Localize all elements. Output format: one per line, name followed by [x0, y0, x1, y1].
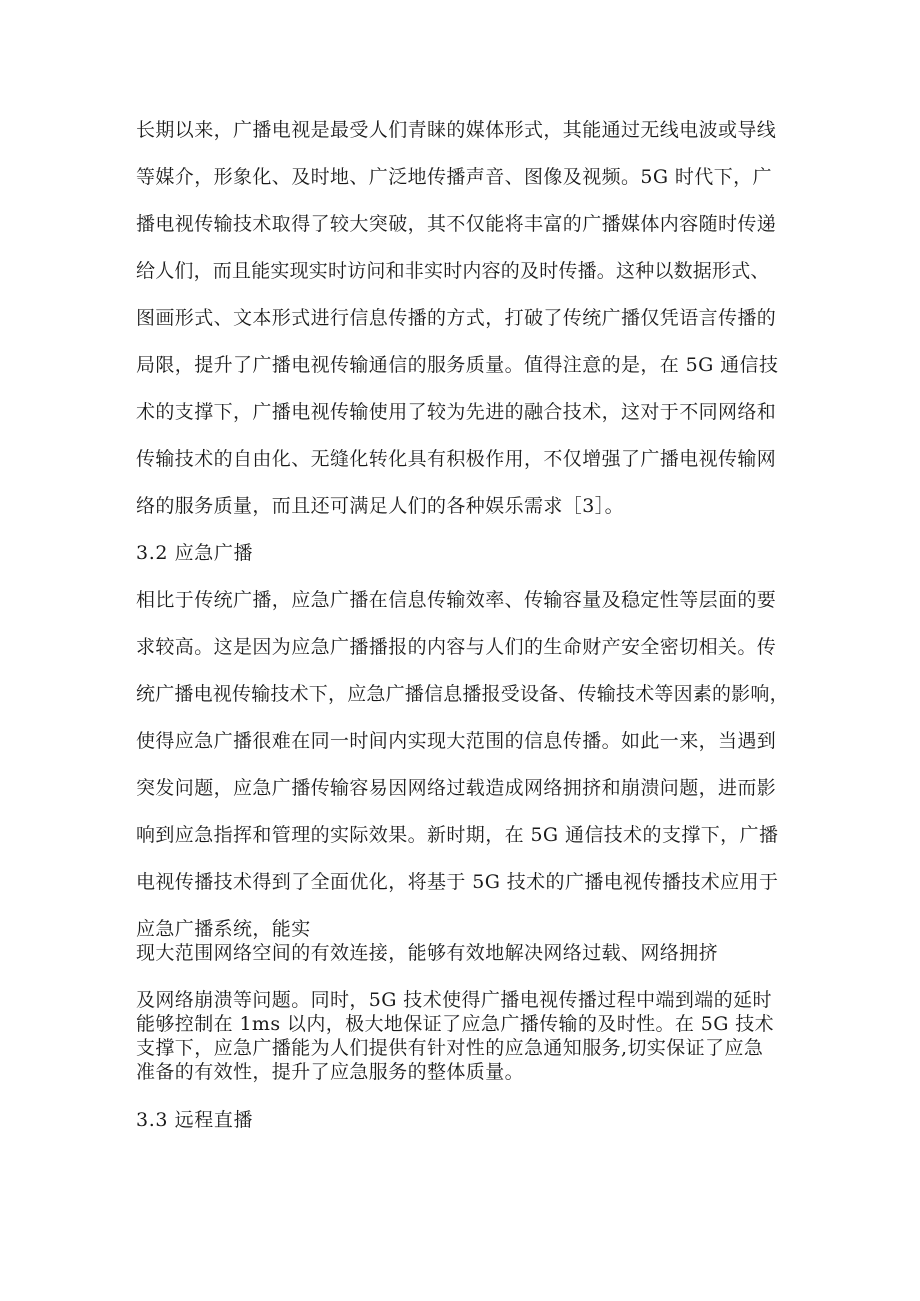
paragraph-line: 现大范围网络空间的有效连接，能够有效地解决网络过载、网络拥挤 — [136, 942, 719, 964]
paragraph-line: 长期以来，广播电视是最受人们青睐的媒体形式，其能通过无线电波或导线 — [136, 119, 777, 141]
paragraph-line: 使得应急广播很难在同一时间内实现大范围的信息传播。如此一来，当遇到 — [136, 730, 777, 752]
paragraph-line: 求较高。这是因为应急广播播报的内容与人们的生命财产安全密切相关。传 — [136, 636, 777, 658]
paragraph-line: 及网络崩溃等问题。同时，5G 技术使得广播电视传播过程中端到端的延时 — [136, 989, 772, 1011]
paragraph-line: 术的支撑下，广播电视传输使用了较为先进的融合技术，这对于不同网络和 — [136, 401, 777, 423]
paragraph-line: 准备的有效性，提升了应急服务的整体质量。 — [136, 1061, 525, 1083]
paragraph-line: 支撑下，应急广播能为人们提供有针对性的应急通知服务,切实保证了应急 — [136, 1037, 764, 1059]
paragraph-line: 给人们，而且能实现实时访问和非实时内容的及时传播。这种以数据形式、 — [136, 260, 770, 282]
section-heading-3-3: 3.3 远程直播 — [136, 1109, 254, 1131]
paragraph-line: 统广播电视传输技术下，应急广播信息播报受设备、传输技术等因素的影响， — [136, 683, 789, 705]
paragraph-line: 相比于传统广播，应急广播在信息传输效率、传输容量及稳定性等层面的要 — [136, 589, 777, 611]
paragraph-line: 传输技术的自由化、无缝化转化具有积极作用，不仅增强了广播电视传输网 — [136, 448, 777, 470]
paragraph-line: 等媒介，形象化、及时地、广泛地传播声音、图像及视频。5G 时代下，广 — [136, 166, 772, 188]
paragraph-line: 突发问题，应急广播传输容易因网络过载造成网络拥挤和崩溃问题，进而影 — [136, 777, 777, 799]
paragraph-line: 播电视传输技术取得了较大突破，其不仅能将丰富的广播媒体内容随时传递 — [136, 213, 777, 235]
paragraph-line: 电视传播技术得到了全面优化，将基于 5G 技术的广播电视传播技术应用于 — [136, 871, 779, 893]
paragraph-line: 络的服务质量，而且还可满足人们的各种娱乐需求［3］。 — [136, 495, 624, 517]
paragraph-line: 应急广播系统，能实 — [136, 918, 311, 940]
paragraph-line: 响到应急指挥和管理的实际效果。新时期，在 5G 通信技术的支撑下，广播 — [136, 824, 779, 846]
paragraph-line: 能够控制在 1ms 以内，极大地保证了应急广播传输的及时性。在 5G 技术 — [136, 1013, 775, 1035]
paragraph-line: 图画形式、文本形式进行信息传播的方式，打破了传统广播仅凭语言传播的 — [136, 307, 777, 329]
section-heading-3-2: 3.2 应急广播 — [136, 542, 254, 564]
paragraph-line: 局限，提升了广播电视传输通信的服务质量。值得注意的是，在 5G 通信技 — [136, 354, 779, 376]
